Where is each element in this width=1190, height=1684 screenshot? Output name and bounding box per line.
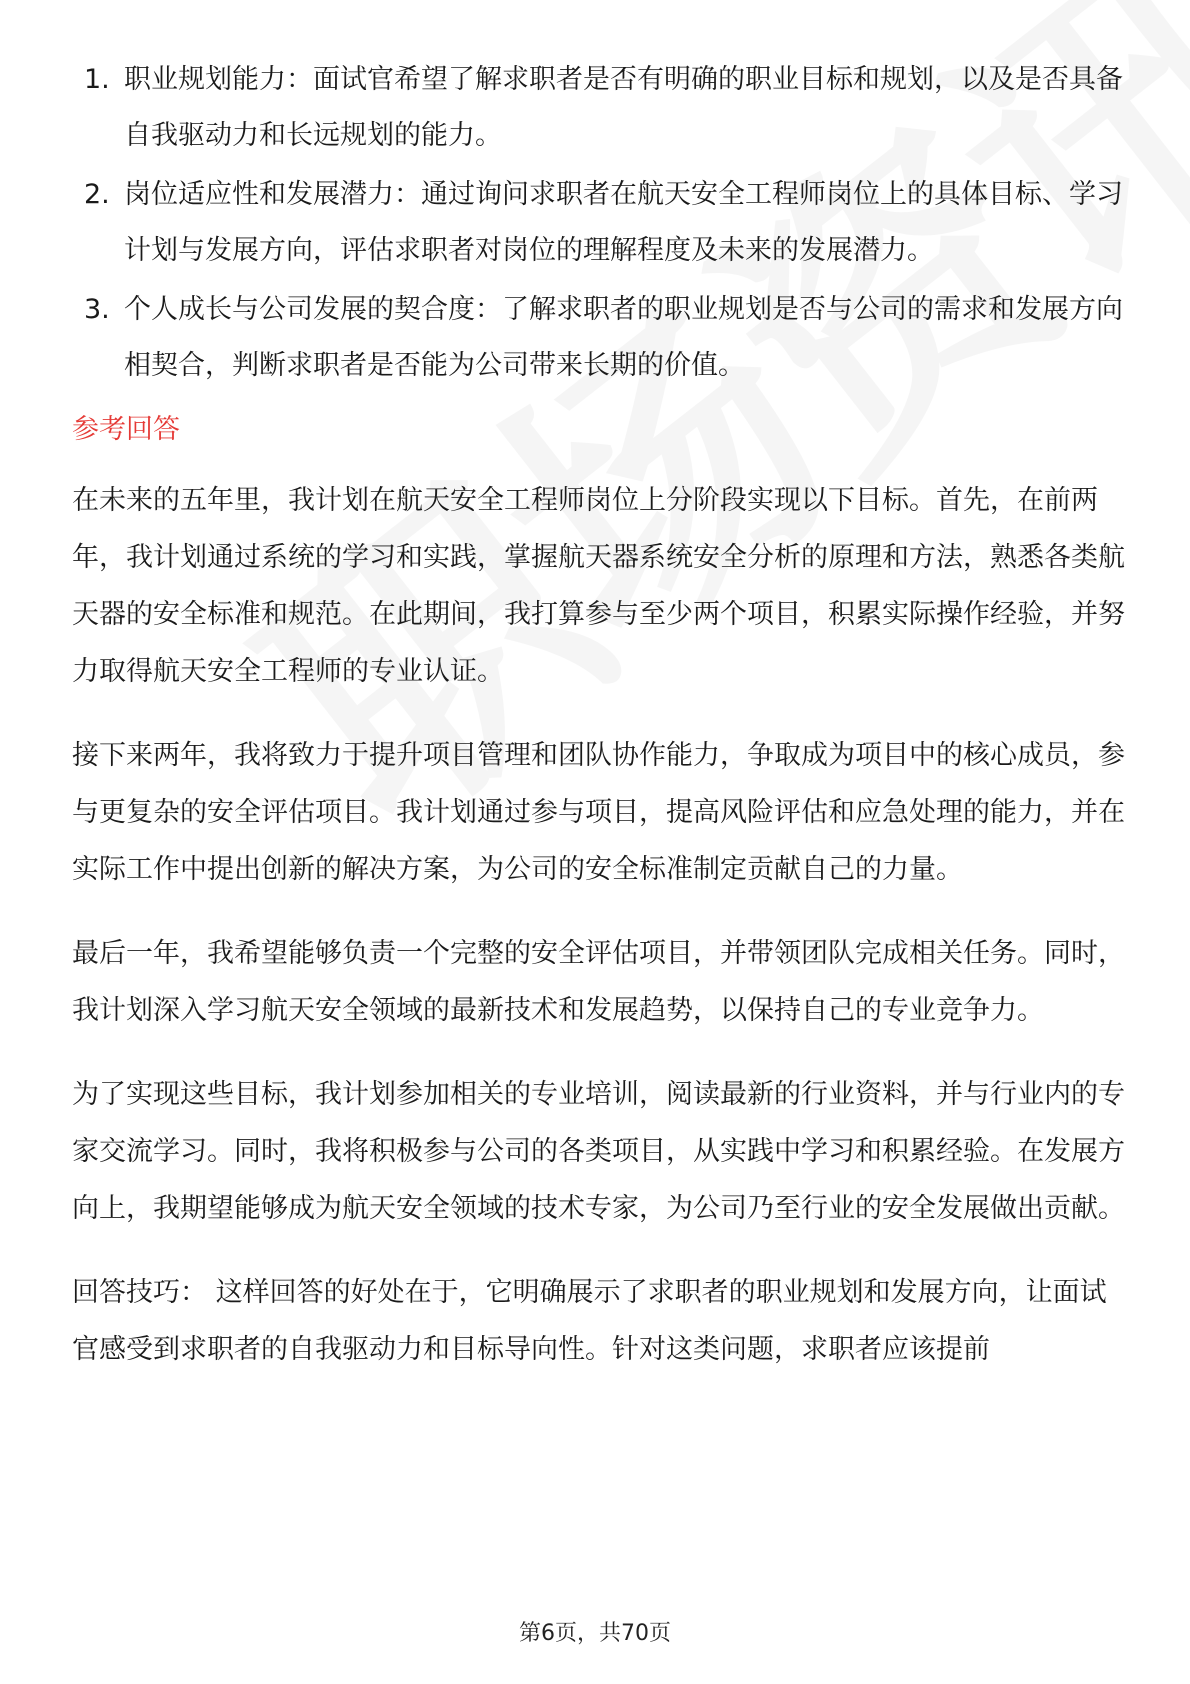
list-item-text: 岗位适应性和发展潜力：通过询问求职者在航天安全工程师岗位上的具体目标、学习计划与发展方向，评估求职者对岗位的理解程度及未来的发展潜力。 — [124, 179, 1123, 266]
list-item — [72, 282, 1132, 394]
list-item — [72, 52, 1132, 164]
answer-tips-paragraph: 回答技巧： 这样回答的好处在于，它明确展示了求职者的职业规划和发展方向，让面试官感受到求职者的自我驱动力和目标导向性。针对这类问题，求职者应该提前 — [72, 1277, 1107, 1365]
list-item-number: 2. — [84, 179, 110, 210]
list-item-text: 个人成长与公司发展的契合度：了解求职者的职业规划是否与公司的需求和发展方向相契合，判断求职者是否能为公司带来长期的价值。 — [124, 294, 1123, 381]
answer-paragraph: 最后一年，我希望能够负责一个完整的安全评估项目，并带领团队完成相关任务。同时，我计划深入学习航天安全领域的最新技术和发展趋势，以保持自己的专业竞争力。 — [72, 938, 1125, 1026]
list-item-number: 1. — [84, 64, 110, 95]
answer-paragraph: 在未来的五年里，我计划在航天安全工程师岗位上分阶段实现以下目标。首先，在前两年，我计划通过系统的学习和实践，掌握航天器系统安全分析的原理和方法，熟悉各类航天器的安全标准和规范。在此期间，我打算参与至少两个项目，积累实际操作经验，并努力取得航天安全工程师的专业认证。 — [72, 485, 1125, 687]
page-number: 第6页，共70页 — [519, 1621, 671, 1646]
list-item-number: 3. — [84, 294, 110, 325]
document-body — [72, 52, 1132, 1405]
answer-paragraph: 接下来两年，我将致力于提升项目管理和团队协作能力，争取成为项目中的核心成员，参与更复杂的安全评估项目。我计划通过参与项目，提高风险评估和应急处理的能力，并在实际工作中提出创新的解决方案，为公司的安全标准制定贡献自己的力量。 — [72, 740, 1125, 885]
list-item-text: 职业规划能力：面试官希望了解求职者是否有明确的职业目标和规划，以及是否具备自我驱动力和长远规划的能力。 — [124, 64, 1123, 151]
criteria-list — [72, 52, 1132, 394]
list-item — [72, 167, 1132, 279]
section-title: 参考回答 — [72, 414, 180, 445]
answer-paragraph: 为了实现这些目标，我计划参加相关的专业培训，阅读最新的行业资料，并与行业内的专家交流学习。同时，我将积极参与公司的各类项目，从实践中学习和积累经验。在发展方向上，我期望能够成为航天安全领域的技术专家，为公司乃至行业的安全发展做出贡献。 — [72, 1079, 1125, 1224]
